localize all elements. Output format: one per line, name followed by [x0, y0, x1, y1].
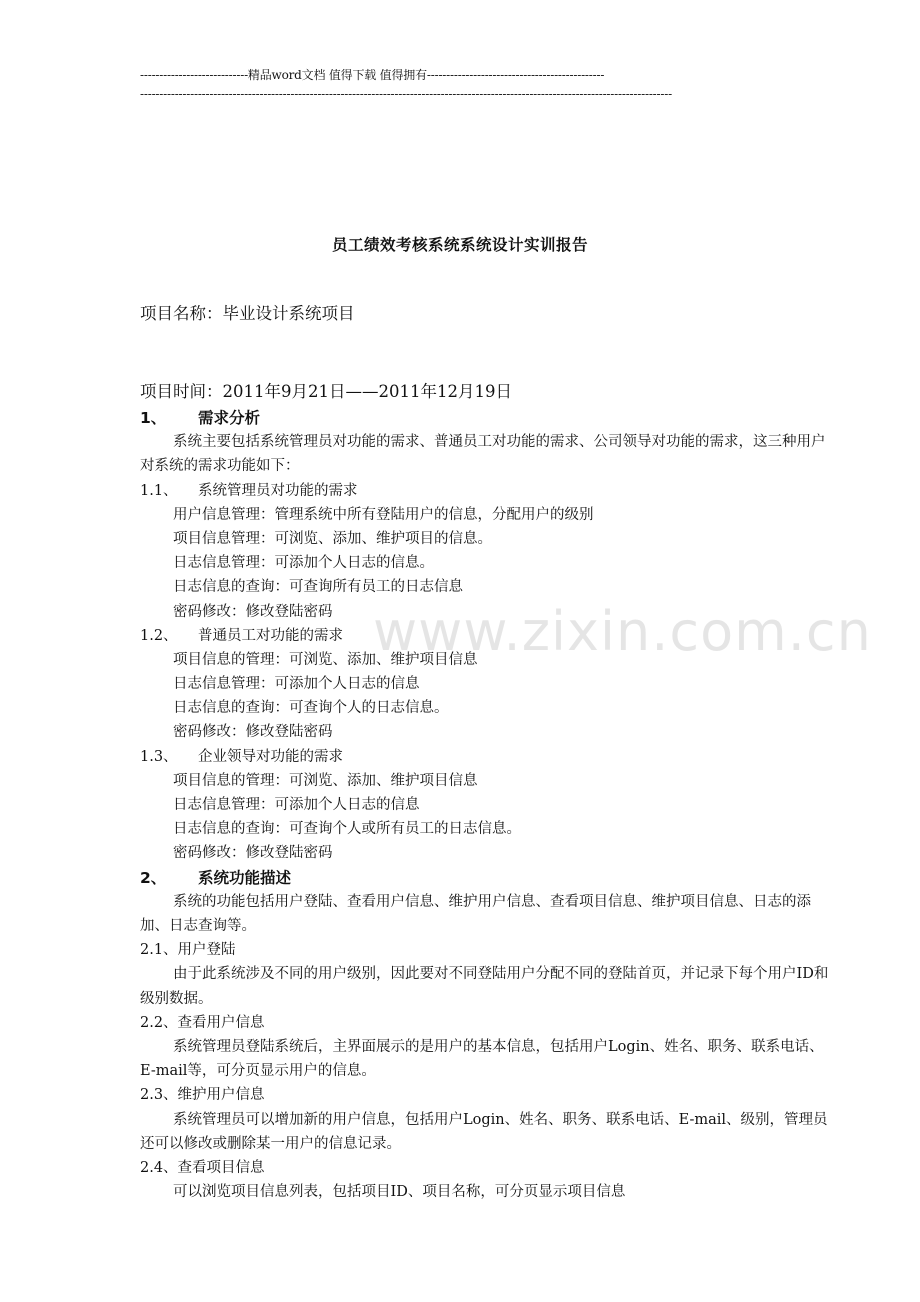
project-time: 项目时间：2011年9月21日——2011年12月19日 — [140, 382, 512, 401]
section-number: 1、 — [140, 409, 167, 427]
subsection-title: 企业领导对功能的需求 — [198, 748, 343, 765]
header-banner: ----------------------------精品word文档 值得下载 值得拥有---------------------------------------------- — [140, 68, 605, 82]
subsection-number: 1.2、 — [140, 627, 178, 644]
list-item: 日志信息的查询：可查询个人的日志信息。 — [173, 700, 449, 717]
list-item: 日志信息管理：可添加个人日志的信息 — [173, 797, 420, 814]
section-title: 需求分析 — [198, 409, 261, 427]
subsection-heading — [140, 624, 830, 648]
project-name: 项目名称：毕业设计系统项目 — [140, 304, 355, 323]
list-item: 日志信息的查询：可查询个人或所有员工的日志信息。 — [173, 821, 521, 838]
list-item: 密码修改：修改登陆密码 — [173, 845, 333, 862]
paragraph: 系统管理员可以增加新的用户信息，包括用户Login、姓名、职务、联系电话、E-mail、级别，管理员还可以修改或删除某一用户的信息记录。 — [140, 1111, 828, 1152]
list-item: 用户信息管理：管理系统中所有登陆用户的信息，分配用户的级别 — [173, 506, 594, 523]
section-intro: 系统的功能包括用户登陆、查看用户信息、维护用户信息、查看项目信息、维护项目信息、日志的添加、日志查询等。 — [140, 893, 811, 934]
list-item: 项目信息管理：可浏览、添加、维护项目的信息。 — [173, 530, 492, 547]
document-body — [140, 406, 830, 1204]
subsection-title: 普通员工对功能的需求 — [198, 627, 343, 644]
section-heading — [140, 866, 830, 890]
section-number: 2、 — [140, 868, 167, 887]
document-title: 员工绩效考核系统系统设计实训报告 — [331, 236, 588, 254]
list-item: 日志信息管理：可添加个人日志的信息。 — [173, 555, 434, 572]
watermark: www.zixin.com.cn — [373, 600, 872, 663]
subsection-heading — [140, 479, 830, 503]
paragraph: 由于此系统涉及不同的用户级别，因此要对不同登陆用户分配不同的登陆首页，并记录下每个用户ID和级别数据。 — [140, 966, 829, 1007]
subsection-heading: 2.2、查看用户信息 — [140, 1014, 265, 1031]
subsection-title: 系统管理员对功能的需求 — [198, 482, 358, 499]
paragraph: 可以浏览项目信息列表，包括项目ID、项目名称，可分页显示项目信息 — [173, 1184, 626, 1201]
paragraph: 系统管理员登陆系统后，主界面展示的是用户的基本信息，包括用户Login、姓名、职务、联系电话、E-mail等，可分页显示用户的信息。 — [140, 1038, 824, 1080]
section-heading — [140, 406, 830, 430]
subsection-heading: 2.3、维护用户信息 — [140, 1087, 265, 1104]
list-item: 项目信息的管理：可浏览、添加、维护项目信息 — [173, 651, 478, 668]
list-item: 项目信息的管理：可浏览、添加、维护项目信息 — [173, 772, 478, 789]
subsection-heading: 2.1、用户登陆 — [140, 942, 236, 959]
subsection-number: 1.3、 — [140, 748, 178, 765]
list-item: 日志信息管理：可添加个人日志的信息 — [173, 676, 420, 693]
subsection-number: 1.1、 — [140, 482, 178, 499]
list-item: 密码修改：修改登陆密码 — [173, 603, 333, 620]
list-item: 日志信息的查询：可查询所有员工的日志信息 — [173, 579, 463, 596]
subsection-heading: 2.4、查看项目信息 — [140, 1159, 265, 1176]
subsection-heading — [140, 745, 830, 769]
list-item: 密码修改：修改登陆密码 — [173, 724, 333, 741]
section-intro: 系统主要包括系统管理员对功能的需求、普通员工对功能的需求、公司领导对功能的需求，这三种用户对系统的需求功能如下： — [140, 434, 826, 475]
section-title: 系统功能描述 — [198, 868, 292, 887]
header-rule: ------------------------------------------------------------------------------------------------------------------------------------------ — [140, 87, 672, 101]
